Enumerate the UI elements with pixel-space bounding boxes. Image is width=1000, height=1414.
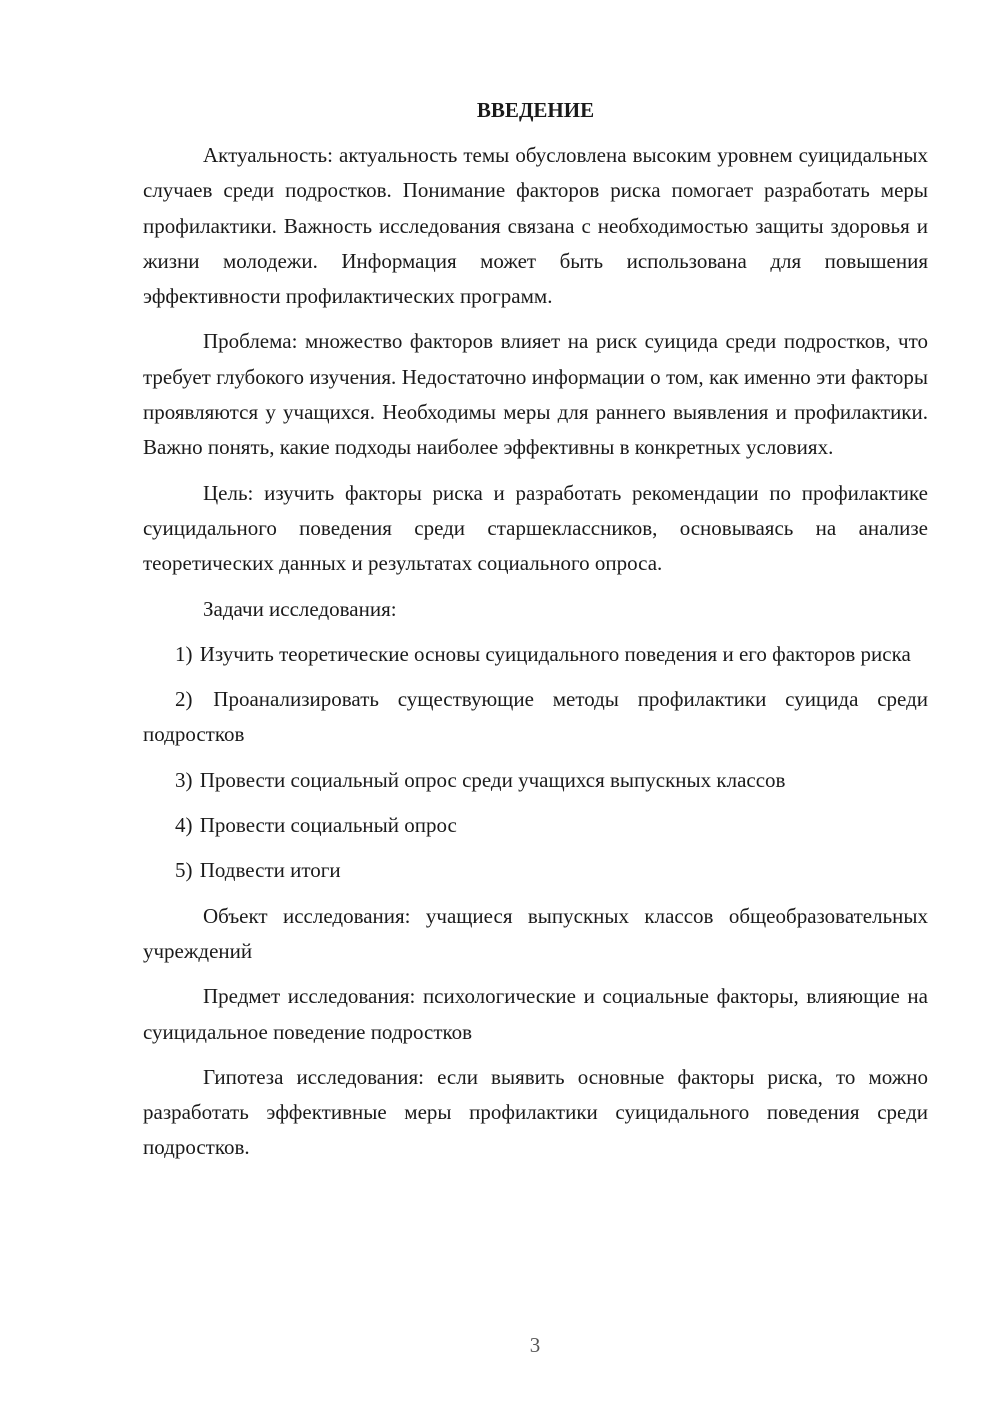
task-item [143,637,928,672]
document-page [143,93,928,1176]
subject-paragraph: Предмет исследования: психологические и социальные факторы, влияющие на суицидальное поведение подростков [143,984,928,1044]
task-number: 3) [175,767,193,792]
task-number: 2) [175,687,193,712]
task-text: Проанализировать существующие методы профилактики суицида среди подростков [143,687,928,747]
page-number: 3 [529,1333,541,1357]
task-number: 5) [175,858,193,883]
task-text: Изучить теоретические основы суицидального поведения и его факторов риска [199,641,911,666]
task-item [143,853,928,888]
tasks-heading: Задачи исследования: [203,596,397,621]
hypothesis-paragraph: Гипотеза исследования: если выявить основные факторы риска, то можно разработать эффективные меры профилактики суицидального поведения среди подростков. [143,1064,928,1160]
task-text: Подвести итоги [199,858,341,883]
task-number: 4) [175,813,193,838]
task-item [143,808,928,843]
object-paragraph: Объект исследования: учащиеся выпускных классов общеобразовательных учреждений [143,903,928,963]
goal-paragraph: Цель: изучить факторы риска и разработать рекомендации по профилактике суицидального поведения среди старшеклассников, основываясь на анализе теоретических данных и результатах социального опроса. [143,480,928,576]
problem-paragraph: Проблема: множество факторов влияет на риск суицида среди подростков, что требует глубокого изучения. Недостаточно информации о том, как именно эти факторы проявляются у учащихся. Необходимы меры для раннего выявления и профилактики. Важно понять, какие подходы наиболее эффективны в конкретных условиях. [143,329,928,460]
task-item [143,763,928,798]
section-title: ВВЕДЕНИЕ [476,98,595,122]
task-text: Провести социальный опрос [199,813,457,838]
task-item [143,682,928,753]
task-number: 1) [175,641,193,666]
task-text: Провести социальный опрос среди учащихся выпускных классов [199,767,786,792]
relevance-paragraph: Актуальность: актуальность темы обусловлена высоким уровнем суицидальных случаев среди подростков. Понимание факторов риска помогает разработать меры профилактики. Важность исследования связана с необходимостью защиты здоровья и жизни молодежи. Информация может быть использована для повышения эффективности профилактических программ. [143,143,928,309]
